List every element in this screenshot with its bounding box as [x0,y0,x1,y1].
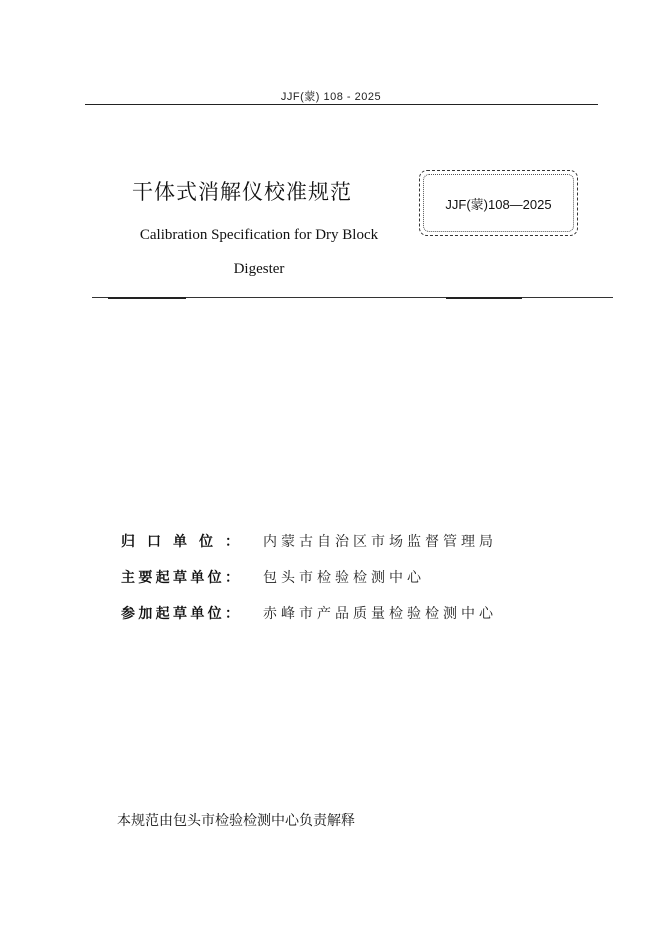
header-divider [85,104,598,105]
label-char: ： [224,606,239,622]
unit-label-main-drafting [121,567,239,587]
label-char: 归 [121,534,135,550]
label-char: 加 [138,606,153,622]
header-standard-code: JJF(蒙) 108 - 2025 [280,91,382,103]
label-char: 单 [173,534,187,550]
label-char: 草 [172,606,187,622]
standard-code-box [419,170,578,236]
interpretation-note: 本规范由包头市检验检测中心负责解释 [117,813,355,829]
standard-code-box-text: JJF(蒙)108—2025 [445,197,552,212]
label-char: 要 [138,570,153,586]
label-char: 起 [155,570,170,586]
label-char: 参 [121,606,135,622]
title-divider-accent-right [446,297,522,299]
document-title-chinese: 干体式消解仪校准规范 [132,180,352,204]
unit-label-responsible [121,531,239,551]
unit-value-main-drafting: 包头市检验检测中心 [263,570,425,586]
label-char: 单 [190,606,205,622]
unit-label-participating-drafting [121,603,239,623]
label-char: ： [225,534,239,550]
label-char: 位 [207,570,222,586]
label-char: 草 [172,570,187,586]
label-char: ： [224,570,239,586]
label-char: 位 [207,606,222,622]
label-char: 起 [155,606,170,622]
title-divider-accent-left [108,297,186,299]
label-char: 主 [121,570,135,586]
document-title-english: Calibration Specification for Dry Block Digester [139,227,379,277]
label-char: 口 [147,534,161,550]
unit-value-responsible: 内蒙古自治区市场监督管理局 [263,534,497,550]
label-char: 单 [190,570,205,586]
label-char: 位 [199,534,213,550]
unit-value-participating-drafting: 赤峰市产品质量检验检测中心 [263,606,497,622]
